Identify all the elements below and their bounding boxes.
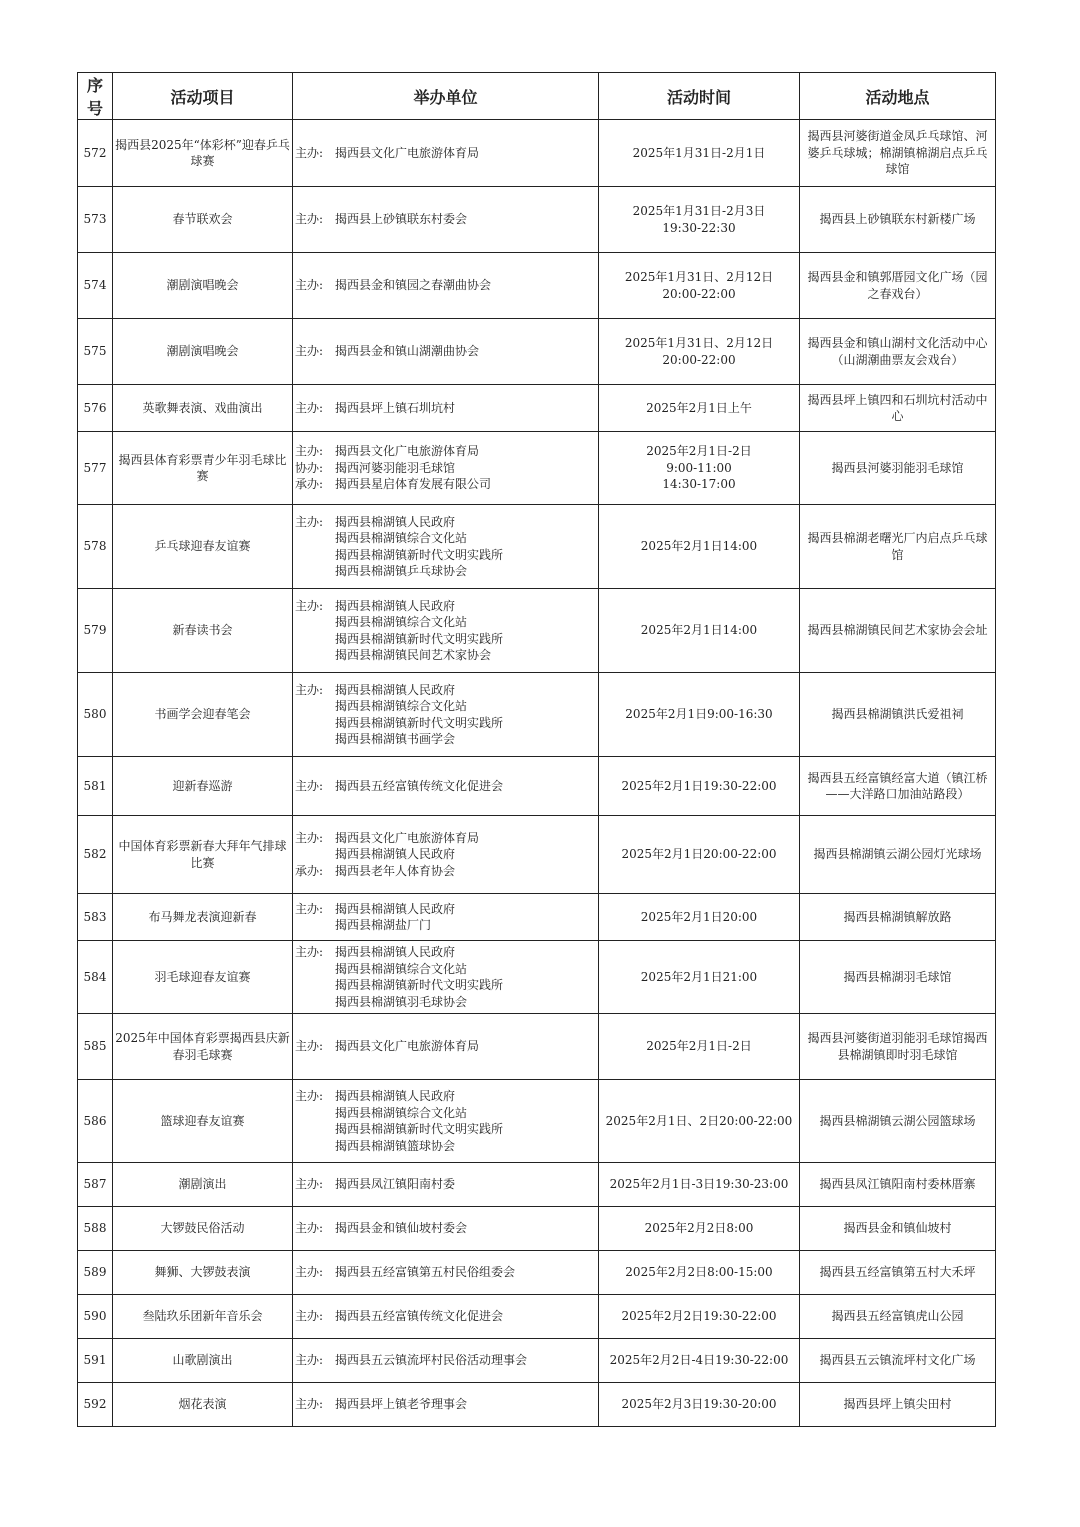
activity-time bbox=[599, 816, 800, 894]
table-row bbox=[78, 589, 996, 673]
organizer-role: 主办: bbox=[295, 945, 324, 959]
activity-name: 新春读书会 bbox=[113, 589, 293, 673]
organizer-line bbox=[295, 1038, 596, 1055]
organizer-name: 揭西县棉湖镇人民政府 bbox=[335, 514, 456, 529]
time-line: 14:30-17:00 bbox=[662, 477, 736, 492]
activity-place: 揭西县棉湖老曙光厂内启点乒乓球馆 bbox=[800, 505, 996, 589]
organizer-line bbox=[295, 614, 596, 631]
organizer-cell bbox=[293, 757, 599, 816]
time-line: 2025年1月31日-2月1日 bbox=[632, 145, 766, 160]
activity-name: 潮剧演唱晚会 bbox=[113, 253, 293, 319]
organizer-cell bbox=[293, 941, 599, 1014]
table-row bbox=[78, 1383, 996, 1427]
organizer-line bbox=[295, 647, 596, 664]
activity-time bbox=[599, 1080, 800, 1163]
organizer-name: 揭西县文化广电旅游体育局 bbox=[335, 830, 480, 845]
activity-place: 揭西县五经富镇虎山公园 bbox=[800, 1295, 996, 1339]
organizer-cell bbox=[293, 1383, 599, 1427]
table-row bbox=[78, 1295, 996, 1339]
organizer-name: 揭西县棉湖镇新时代文明实践所 bbox=[335, 631, 504, 646]
organizer-line bbox=[295, 145, 596, 162]
organizer-cell bbox=[293, 1080, 599, 1163]
organizer-name: 揭西县金和镇山湖潮曲协会 bbox=[335, 344, 480, 359]
time-line: 2025年2月1日、2日20:00-22:00 bbox=[605, 1113, 793, 1128]
organizer-name: 揭西县棉湖镇人民政府 bbox=[335, 945, 456, 959]
time-line: 2025年2月2日8:00 bbox=[644, 1221, 754, 1236]
organizer-line bbox=[295, 1264, 596, 1281]
time-line: 2025年1月31日-2月3日 bbox=[632, 204, 766, 218]
organizer-role: 承办: bbox=[295, 477, 324, 492]
organizer-cell bbox=[293, 589, 599, 673]
organizer-line bbox=[295, 400, 596, 417]
organizer-role bbox=[295, 1121, 335, 1138]
organizer-role bbox=[295, 547, 335, 564]
organizer-name: 揭西县棉湖镇民间艺术家协会 bbox=[335, 648, 492, 662]
organizer-role bbox=[295, 631, 335, 648]
organizer-cell bbox=[293, 187, 599, 253]
organizer-role bbox=[295, 994, 335, 1011]
activity-name: 山歌剧演出 bbox=[113, 1339, 293, 1383]
organizer-name: 揭西县五经富镇第五村民俗组委会 bbox=[335, 1265, 516, 1280]
row-number: 588 bbox=[78, 1207, 113, 1251]
activity-name: 大锣鼓民俗活动 bbox=[113, 1207, 293, 1251]
row-number: 572 bbox=[78, 120, 113, 187]
organizer-line bbox=[295, 1138, 596, 1155]
organizer-role: 承办: bbox=[295, 863, 324, 878]
organizer-line bbox=[295, 1121, 596, 1138]
organizer-cell bbox=[293, 816, 599, 894]
table-row bbox=[78, 505, 996, 589]
organizer-role bbox=[295, 1105, 335, 1122]
time-line: 2025年2月1日上午 bbox=[646, 400, 752, 415]
table-row bbox=[78, 1080, 996, 1163]
row-number: 579 bbox=[78, 589, 113, 673]
activity-place: 揭西县河婆羽能羽毛球馆 bbox=[800, 432, 996, 505]
organizer-role: 主办: bbox=[295, 598, 324, 613]
organizer-line bbox=[295, 1396, 596, 1413]
organizer-name: 揭西县坪上镇老爷理事会 bbox=[335, 1397, 468, 1412]
row-number: 584 bbox=[78, 941, 113, 1014]
organizer-role: 主办: bbox=[295, 901, 324, 916]
activity-place: 揭西县河婆街道羽能羽毛球馆揭西县棉湖镇即时羽毛球馆 bbox=[800, 1014, 996, 1080]
organizer-name: 揭西县棉湖镇综合文化站 bbox=[335, 531, 468, 545]
organizer-role: 主办: bbox=[295, 1309, 324, 1324]
organizer-role: 主办: bbox=[295, 514, 324, 529]
organizer-role bbox=[295, 917, 335, 934]
organizer-name: 揭西县棉湖镇乒乓球协会 bbox=[335, 564, 468, 578]
organizer-cell bbox=[293, 505, 599, 589]
organizer-line bbox=[295, 778, 596, 795]
organizer-line bbox=[295, 682, 596, 699]
organizer-name: 揭西县棉湖镇人民政府 bbox=[335, 682, 456, 697]
activity-place: 揭西县金和镇仙坡村 bbox=[800, 1207, 996, 1251]
time-line: 2025年1月31日、2月12日 bbox=[624, 270, 774, 284]
activity-time bbox=[599, 1295, 800, 1339]
activity-time bbox=[599, 941, 800, 1014]
header-name: 活动项目 bbox=[113, 73, 293, 120]
row-number: 577 bbox=[78, 432, 113, 505]
activity-place: 揭西县棉湖羽毛球馆 bbox=[800, 941, 996, 1014]
activity-place: 揭西县五经富镇第五村大禾坪 bbox=[800, 1251, 996, 1295]
activity-name: 烟花表演 bbox=[113, 1383, 293, 1427]
header-org: 举办单位 bbox=[293, 73, 599, 120]
activity-name: 春节联欢会 bbox=[113, 187, 293, 253]
organizer-name: 揭西县棉湖镇综合文化站 bbox=[335, 615, 468, 629]
organizer-line bbox=[295, 1105, 596, 1122]
organizer-role bbox=[295, 530, 335, 547]
header-time: 活动时间 bbox=[599, 73, 800, 120]
activity-place: 揭西县凤江镇阳南村委林厝寨 bbox=[800, 1163, 996, 1207]
activity-time bbox=[599, 589, 800, 673]
organizer-role: 主办: bbox=[295, 400, 324, 415]
activity-time bbox=[599, 432, 800, 505]
organizer-role: 主办: bbox=[295, 1089, 324, 1103]
organizer-role: 主办: bbox=[295, 1353, 324, 1368]
organizer-cell bbox=[293, 120, 599, 187]
time-line: 2025年2月1日9:00-16:30 bbox=[625, 707, 773, 722]
activity-time bbox=[599, 673, 800, 757]
organizer-line bbox=[295, 1352, 596, 1369]
activity-time bbox=[599, 894, 800, 941]
activity-name: 2025年中国体育彩票揭西县庆新春羽毛球赛 bbox=[113, 1014, 293, 1080]
organizer-line bbox=[295, 631, 596, 648]
organizer-role bbox=[295, 647, 335, 664]
organizer-role bbox=[295, 698, 335, 715]
row-number: 583 bbox=[78, 894, 113, 941]
organizer-role: 主办: bbox=[295, 444, 324, 459]
row-number: 582 bbox=[78, 816, 113, 894]
organizer-line bbox=[295, 460, 596, 477]
activity-time bbox=[599, 120, 800, 187]
organizer-line bbox=[295, 698, 596, 715]
table-row bbox=[78, 432, 996, 505]
activity-time bbox=[599, 187, 800, 253]
activity-time bbox=[599, 1251, 800, 1295]
activity-name: 篮球迎春友谊赛 bbox=[113, 1080, 293, 1163]
organizer-role bbox=[295, 715, 335, 732]
organizer-name: 揭西县凤江镇阳南村委 bbox=[335, 1177, 456, 1192]
activity-time bbox=[599, 1339, 800, 1383]
activity-name: 书画学会迎春笔会 bbox=[113, 673, 293, 757]
organizer-name: 揭西县棉湖镇书画学会 bbox=[335, 732, 456, 746]
organizer-name: 揭西县棉湖镇羽毛球协会 bbox=[335, 994, 468, 1009]
organizer-name: 揭西县坪上镇石圳坑村 bbox=[335, 400, 456, 415]
activity-name: 揭西县2025年“体彩杯”迎春乒乓球赛 bbox=[113, 120, 293, 187]
activity-place: 揭西县坪上镇四和石圳坑村活动中心 bbox=[800, 385, 996, 432]
row-number: 585 bbox=[78, 1014, 113, 1080]
organizer-name: 揭西县棉湖镇综合文化站 bbox=[335, 961, 468, 976]
table-row bbox=[78, 1251, 996, 1295]
activity-name: 中国体育彩票新春大拜年气排球比赛 bbox=[113, 816, 293, 894]
table-row bbox=[78, 1207, 996, 1251]
row-number: 587 bbox=[78, 1163, 113, 1207]
organizer-cell bbox=[293, 894, 599, 941]
row-number: 581 bbox=[78, 757, 113, 816]
organizer-cell bbox=[293, 1014, 599, 1080]
organizer-role bbox=[295, 977, 335, 994]
organizer-cell bbox=[293, 673, 599, 757]
organizer-line bbox=[295, 547, 596, 564]
row-number: 575 bbox=[78, 319, 113, 385]
table-body bbox=[78, 120, 996, 1427]
organizer-line bbox=[295, 598, 596, 615]
time-line: 2025年1月31日、2月12日 bbox=[624, 336, 774, 350]
organizer-line bbox=[295, 1176, 596, 1193]
organizer-name: 揭西县棉湖镇新时代文明实践所 bbox=[335, 1122, 504, 1136]
organizer-name: 揭西河婆羽能羽毛球馆 bbox=[335, 460, 456, 475]
organizer-line bbox=[295, 901, 596, 918]
time-line: 2025年2月1日14:00 bbox=[640, 623, 758, 638]
organizer-line bbox=[295, 343, 596, 360]
table-row bbox=[78, 816, 996, 894]
table-row bbox=[78, 253, 996, 319]
organizer-name: 揭西县老年人体育协会 bbox=[335, 863, 456, 878]
activity-name: 舞狮、大锣鼓表演 bbox=[113, 1251, 293, 1295]
time-line: 9:00-11:00 bbox=[666, 460, 732, 475]
time-line: 2025年2月3日19:30-20:00 bbox=[621, 1397, 777, 1412]
row-number: 586 bbox=[78, 1080, 113, 1163]
activity-name: 揭西县体育彩票青少年羽毛球比赛 bbox=[113, 432, 293, 505]
organizer-role: 主办: bbox=[295, 278, 324, 293]
activity-place: 揭西县棉湖镇云湖公园篮球场 bbox=[800, 1080, 996, 1163]
organizer-line bbox=[295, 476, 596, 493]
time-line: 2025年2月1日14:00 bbox=[640, 539, 758, 554]
organizer-line bbox=[295, 994, 596, 1011]
time-line: 2025年2月2日8:00-15:00 bbox=[625, 1265, 773, 1280]
organizer-line bbox=[295, 961, 596, 978]
activity-time bbox=[599, 319, 800, 385]
organizer-line bbox=[295, 977, 596, 994]
row-number: 589 bbox=[78, 1251, 113, 1295]
organizer-name: 揭西县棉湖镇篮球协会 bbox=[335, 1138, 456, 1153]
row-number: 574 bbox=[78, 253, 113, 319]
time-line: 2025年2月2日19:30-22:00 bbox=[621, 1309, 777, 1324]
activity-place: 揭西县上砂镇联东村新楼广场 bbox=[800, 187, 996, 253]
table-row bbox=[78, 673, 996, 757]
activity-name: 乒乓球迎春友谊赛 bbox=[113, 505, 293, 589]
header-place: 活动地点 bbox=[800, 73, 996, 120]
header-num: 序号 bbox=[78, 73, 113, 120]
activity-time bbox=[599, 1383, 800, 1427]
organizer-line bbox=[295, 863, 596, 880]
organizer-name: 揭西县文化广电旅游体育局 bbox=[335, 145, 480, 160]
organizer-role bbox=[295, 731, 335, 748]
organizer-cell bbox=[293, 385, 599, 432]
time-line: 2025年2月1日19:30-22:00 bbox=[621, 778, 777, 793]
organizer-line bbox=[295, 211, 596, 228]
events-table bbox=[77, 72, 996, 1427]
organizer-name: 揭西县棉湖镇综合文化站 bbox=[335, 1105, 468, 1120]
activity-place: 揭西县棉湖镇云湖公园灯光球场 bbox=[800, 816, 996, 894]
activity-name: 潮剧演唱晚会 bbox=[113, 319, 293, 385]
organizer-role bbox=[295, 1138, 335, 1155]
time-line: 20:00-22:00 bbox=[662, 352, 736, 367]
organizer-cell bbox=[293, 253, 599, 319]
activity-place: 揭西县棉湖镇洪氏爱祖祠 bbox=[800, 673, 996, 757]
organizer-role: 主办: bbox=[295, 212, 324, 227]
organizer-line bbox=[295, 563, 596, 580]
organizer-line bbox=[295, 830, 596, 847]
activity-time bbox=[599, 253, 800, 319]
time-line: 2025年2月2日-4日19:30-22:00 bbox=[609, 1353, 789, 1368]
activity-time bbox=[599, 385, 800, 432]
activity-time bbox=[599, 757, 800, 816]
table-row bbox=[78, 757, 996, 816]
organizer-name: 揭西县棉湖镇人民政府 bbox=[335, 1089, 456, 1103]
time-line: 2025年2月1日-2日 bbox=[646, 1039, 752, 1054]
organizer-line bbox=[295, 1220, 596, 1237]
organizer-line bbox=[295, 277, 596, 294]
activity-place: 揭西县河婆街道金凤乒乓球馆、河婆乒乓球城；棉湖镇棉湖启点乒乓球馆 bbox=[800, 120, 996, 187]
organizer-line bbox=[295, 1308, 596, 1325]
organizer-name: 揭西县文化广电旅游体育局 bbox=[335, 1039, 480, 1054]
activity-name: 英歌舞表演、戏曲演出 bbox=[113, 385, 293, 432]
organizer-role: 主办: bbox=[295, 1177, 324, 1192]
organizer-line bbox=[295, 715, 596, 732]
organizer-role bbox=[295, 563, 335, 580]
organizer-name: 揭西县五云镇流坪村民俗活动理事会 bbox=[335, 1353, 528, 1368]
time-line: 20:00-22:00 bbox=[662, 286, 736, 301]
organizer-name: 揭西县棉湖镇人民政府 bbox=[335, 901, 456, 916]
organizer-role bbox=[295, 846, 335, 863]
organizer-name: 揭西县金和镇园之春潮曲协会 bbox=[335, 278, 492, 293]
activity-name: 潮剧演出 bbox=[113, 1163, 293, 1207]
organizer-line bbox=[295, 514, 596, 531]
organizer-cell bbox=[293, 1163, 599, 1207]
organizer-name: 揭西县上砂镇联东村委会 bbox=[335, 212, 468, 227]
activity-place: 揭西县金和镇郭厝园文化广场（园之春戏台） bbox=[800, 253, 996, 319]
organizer-cell bbox=[293, 1207, 599, 1251]
activity-place: 揭西县金和镇山湖村文化活动中心（山湖潮曲票友会戏台） bbox=[800, 319, 996, 385]
organizer-name: 揭西县棉湖镇新时代文明实践所 bbox=[335, 978, 504, 992]
activity-name: 迎新春巡游 bbox=[113, 757, 293, 816]
organizer-line bbox=[295, 731, 596, 748]
organizer-role: 协办: bbox=[295, 460, 324, 475]
organizer-name: 揭西县棉湖镇新时代文明实践所 bbox=[335, 715, 504, 730]
activity-name: 叁陆玖乐团新年音乐会 bbox=[113, 1295, 293, 1339]
time-line: 2025年2月1日-2日 bbox=[646, 444, 752, 459]
organizer-name: 揭西县棉湖盐厂门 bbox=[335, 918, 432, 932]
organizer-name: 揭西县棉湖镇人民政府 bbox=[335, 598, 456, 613]
activity-place: 揭西县五云镇流坪村文化广场 bbox=[800, 1339, 996, 1383]
table-row bbox=[78, 894, 996, 941]
organizer-role: 主办: bbox=[295, 1265, 324, 1280]
organizer-role: 主办: bbox=[295, 778, 324, 793]
organizer-role: 主办: bbox=[295, 145, 324, 160]
organizer-name: 揭西县星启体育发展有限公司 bbox=[335, 477, 492, 492]
organizer-name: 揭西县五经富镇传统文化促进会 bbox=[335, 778, 504, 793]
activity-time bbox=[599, 505, 800, 589]
activity-time bbox=[599, 1163, 800, 1207]
organizer-name: 揭西县棉湖镇新时代文明实践所 bbox=[335, 547, 504, 562]
row-number: 591 bbox=[78, 1339, 113, 1383]
time-line: 19:30-22:30 bbox=[662, 220, 736, 235]
header-row bbox=[78, 73, 996, 120]
organizer-role: 主办: bbox=[295, 1221, 324, 1236]
organizer-line bbox=[295, 846, 596, 863]
organizer-role: 主办: bbox=[295, 1039, 324, 1054]
table-row bbox=[78, 319, 996, 385]
table-row bbox=[78, 187, 996, 253]
organizer-role bbox=[295, 614, 335, 631]
organizer-cell bbox=[293, 319, 599, 385]
activity-time bbox=[599, 1207, 800, 1251]
time-line: 2025年2月1日20:00-22:00 bbox=[621, 847, 777, 862]
organizer-line bbox=[295, 1088, 596, 1105]
activity-place: 揭西县棉湖镇解放路 bbox=[800, 894, 996, 941]
table-row bbox=[78, 120, 996, 187]
activity-place: 揭西县棉湖镇民间艺术家协会会址 bbox=[800, 589, 996, 673]
table-row bbox=[78, 1163, 996, 1207]
table-row bbox=[78, 941, 996, 1014]
organizer-name: 揭西县棉湖镇人民政府 bbox=[335, 847, 456, 862]
table-row bbox=[78, 1339, 996, 1383]
organizer-role: 主办: bbox=[295, 1397, 324, 1412]
activity-place: 揭西县坪上镇尖田村 bbox=[800, 1383, 996, 1427]
organizer-line bbox=[295, 443, 596, 460]
organizer-cell bbox=[293, 1339, 599, 1383]
organizer-cell bbox=[293, 1295, 599, 1339]
organizer-cell bbox=[293, 432, 599, 505]
organizer-name: 揭西县文化广电旅游体育局 bbox=[335, 444, 480, 459]
table-row bbox=[78, 385, 996, 432]
row-number: 576 bbox=[78, 385, 113, 432]
organizer-name: 揭西县棉湖镇综合文化站 bbox=[335, 699, 468, 713]
organizer-line bbox=[295, 917, 596, 934]
time-line: 2025年2月1日20:00 bbox=[640, 909, 758, 924]
row-number: 573 bbox=[78, 187, 113, 253]
organizer-cell bbox=[293, 1251, 599, 1295]
organizer-line bbox=[295, 530, 596, 547]
time-line: 2025年2月1日21:00 bbox=[640, 969, 758, 984]
organizer-role bbox=[295, 961, 335, 978]
organizer-name: 揭西县五经富镇传统文化促进会 bbox=[335, 1309, 504, 1324]
table-row bbox=[78, 1014, 996, 1080]
row-number: 580 bbox=[78, 673, 113, 757]
activity-place: 揭西县五经富镇经富大道（镇江桥——大洋路口加油站路段） bbox=[800, 757, 996, 816]
organizer-name: 揭西县金和镇仙坡村委会 bbox=[335, 1221, 468, 1236]
organizer-role: 主办: bbox=[295, 344, 324, 359]
organizer-line bbox=[295, 944, 596, 961]
row-number: 592 bbox=[78, 1383, 113, 1427]
activity-time bbox=[599, 1014, 800, 1080]
time-line: 2025年2月1日-3日19:30-23:00 bbox=[609, 1177, 789, 1192]
row-number: 578 bbox=[78, 505, 113, 589]
organizer-role: 主办: bbox=[295, 830, 324, 845]
activity-name: 布马舞龙表演迎新春 bbox=[113, 894, 293, 941]
row-number: 590 bbox=[78, 1295, 113, 1339]
activity-name: 羽毛球迎春友谊赛 bbox=[113, 941, 293, 1014]
organizer-role: 主办: bbox=[295, 682, 324, 697]
